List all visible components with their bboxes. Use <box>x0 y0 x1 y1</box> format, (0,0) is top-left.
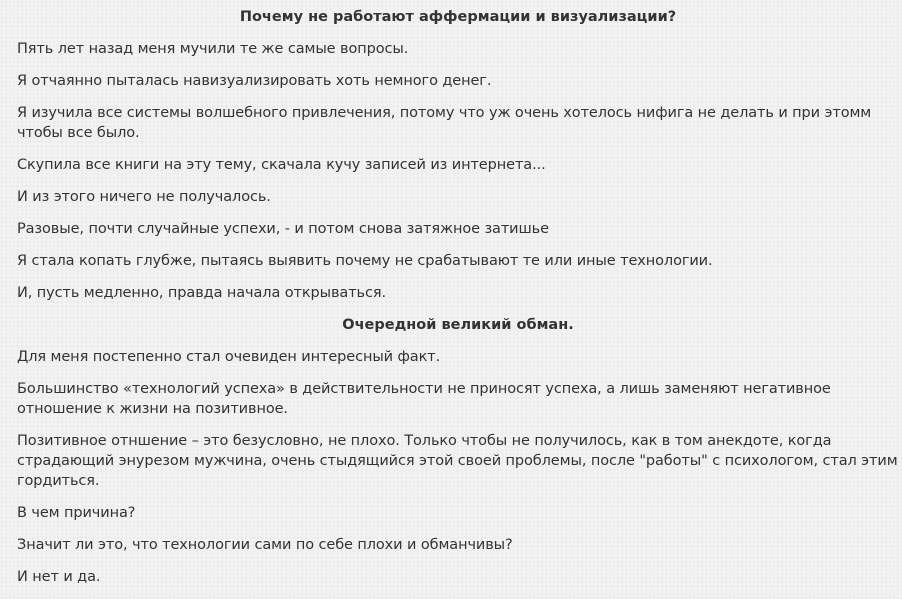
paragraph: Позитивное отншение – это безусловно, не плохо. Только чтобы не получилось, как в том анекдоте, когда страдающий энурезом мужчина, очень стыдящийся этой своей проблемы, после "работы" с психологом, стал этим гордиться. <box>17 433 898 489</box>
paragraph: Для меня постепенно стал очевиден интересный факт. <box>17 349 441 365</box>
article-heading-2: Очередной великий обман. <box>342 317 574 333</box>
paragraph: Скупила все книги на эту тему, скачала кучу записей из интернета... <box>17 157 546 173</box>
paragraph: И из этого ничего не получалось. <box>17 189 271 205</box>
paragraph: И нет и да. <box>17 569 101 585</box>
paragraph: Разовые, почти случайные успехи, - и потом снова затяжное затишье <box>17 221 549 237</box>
paragraph: В чем причина? <box>17 505 136 521</box>
paragraph: Я стала копать глубже, пытаясь выявить почему не срабатывают те или иные технологии. <box>17 253 713 269</box>
paragraph: Я изучила все системы волшебного привлечения, потому что уж очень хотелось нифига не делать и при этомм чтобы все было. <box>17 105 872 141</box>
paragraph: Пять лет назад меня мучили те же самые вопросы. <box>17 41 409 57</box>
paragraph: Я отчаянно пыталась навизуализировать хоть немного денег. <box>17 73 492 89</box>
article-heading-1: Почему не работают аффермации и визуализации? <box>239 9 677 25</box>
paragraph: Значит ли это, что технологии сами по себе плохи и обманчивы? <box>17 537 513 553</box>
paragraph: И, пусть медленно, правда начала открываться. <box>17 285 386 301</box>
article <box>17 0 899 599</box>
paragraph: Большинство «технологий успеха» в действительности не приносят успеха, а лишь заменяют негативное отношение к жизни на позитивное. <box>17 381 831 417</box>
